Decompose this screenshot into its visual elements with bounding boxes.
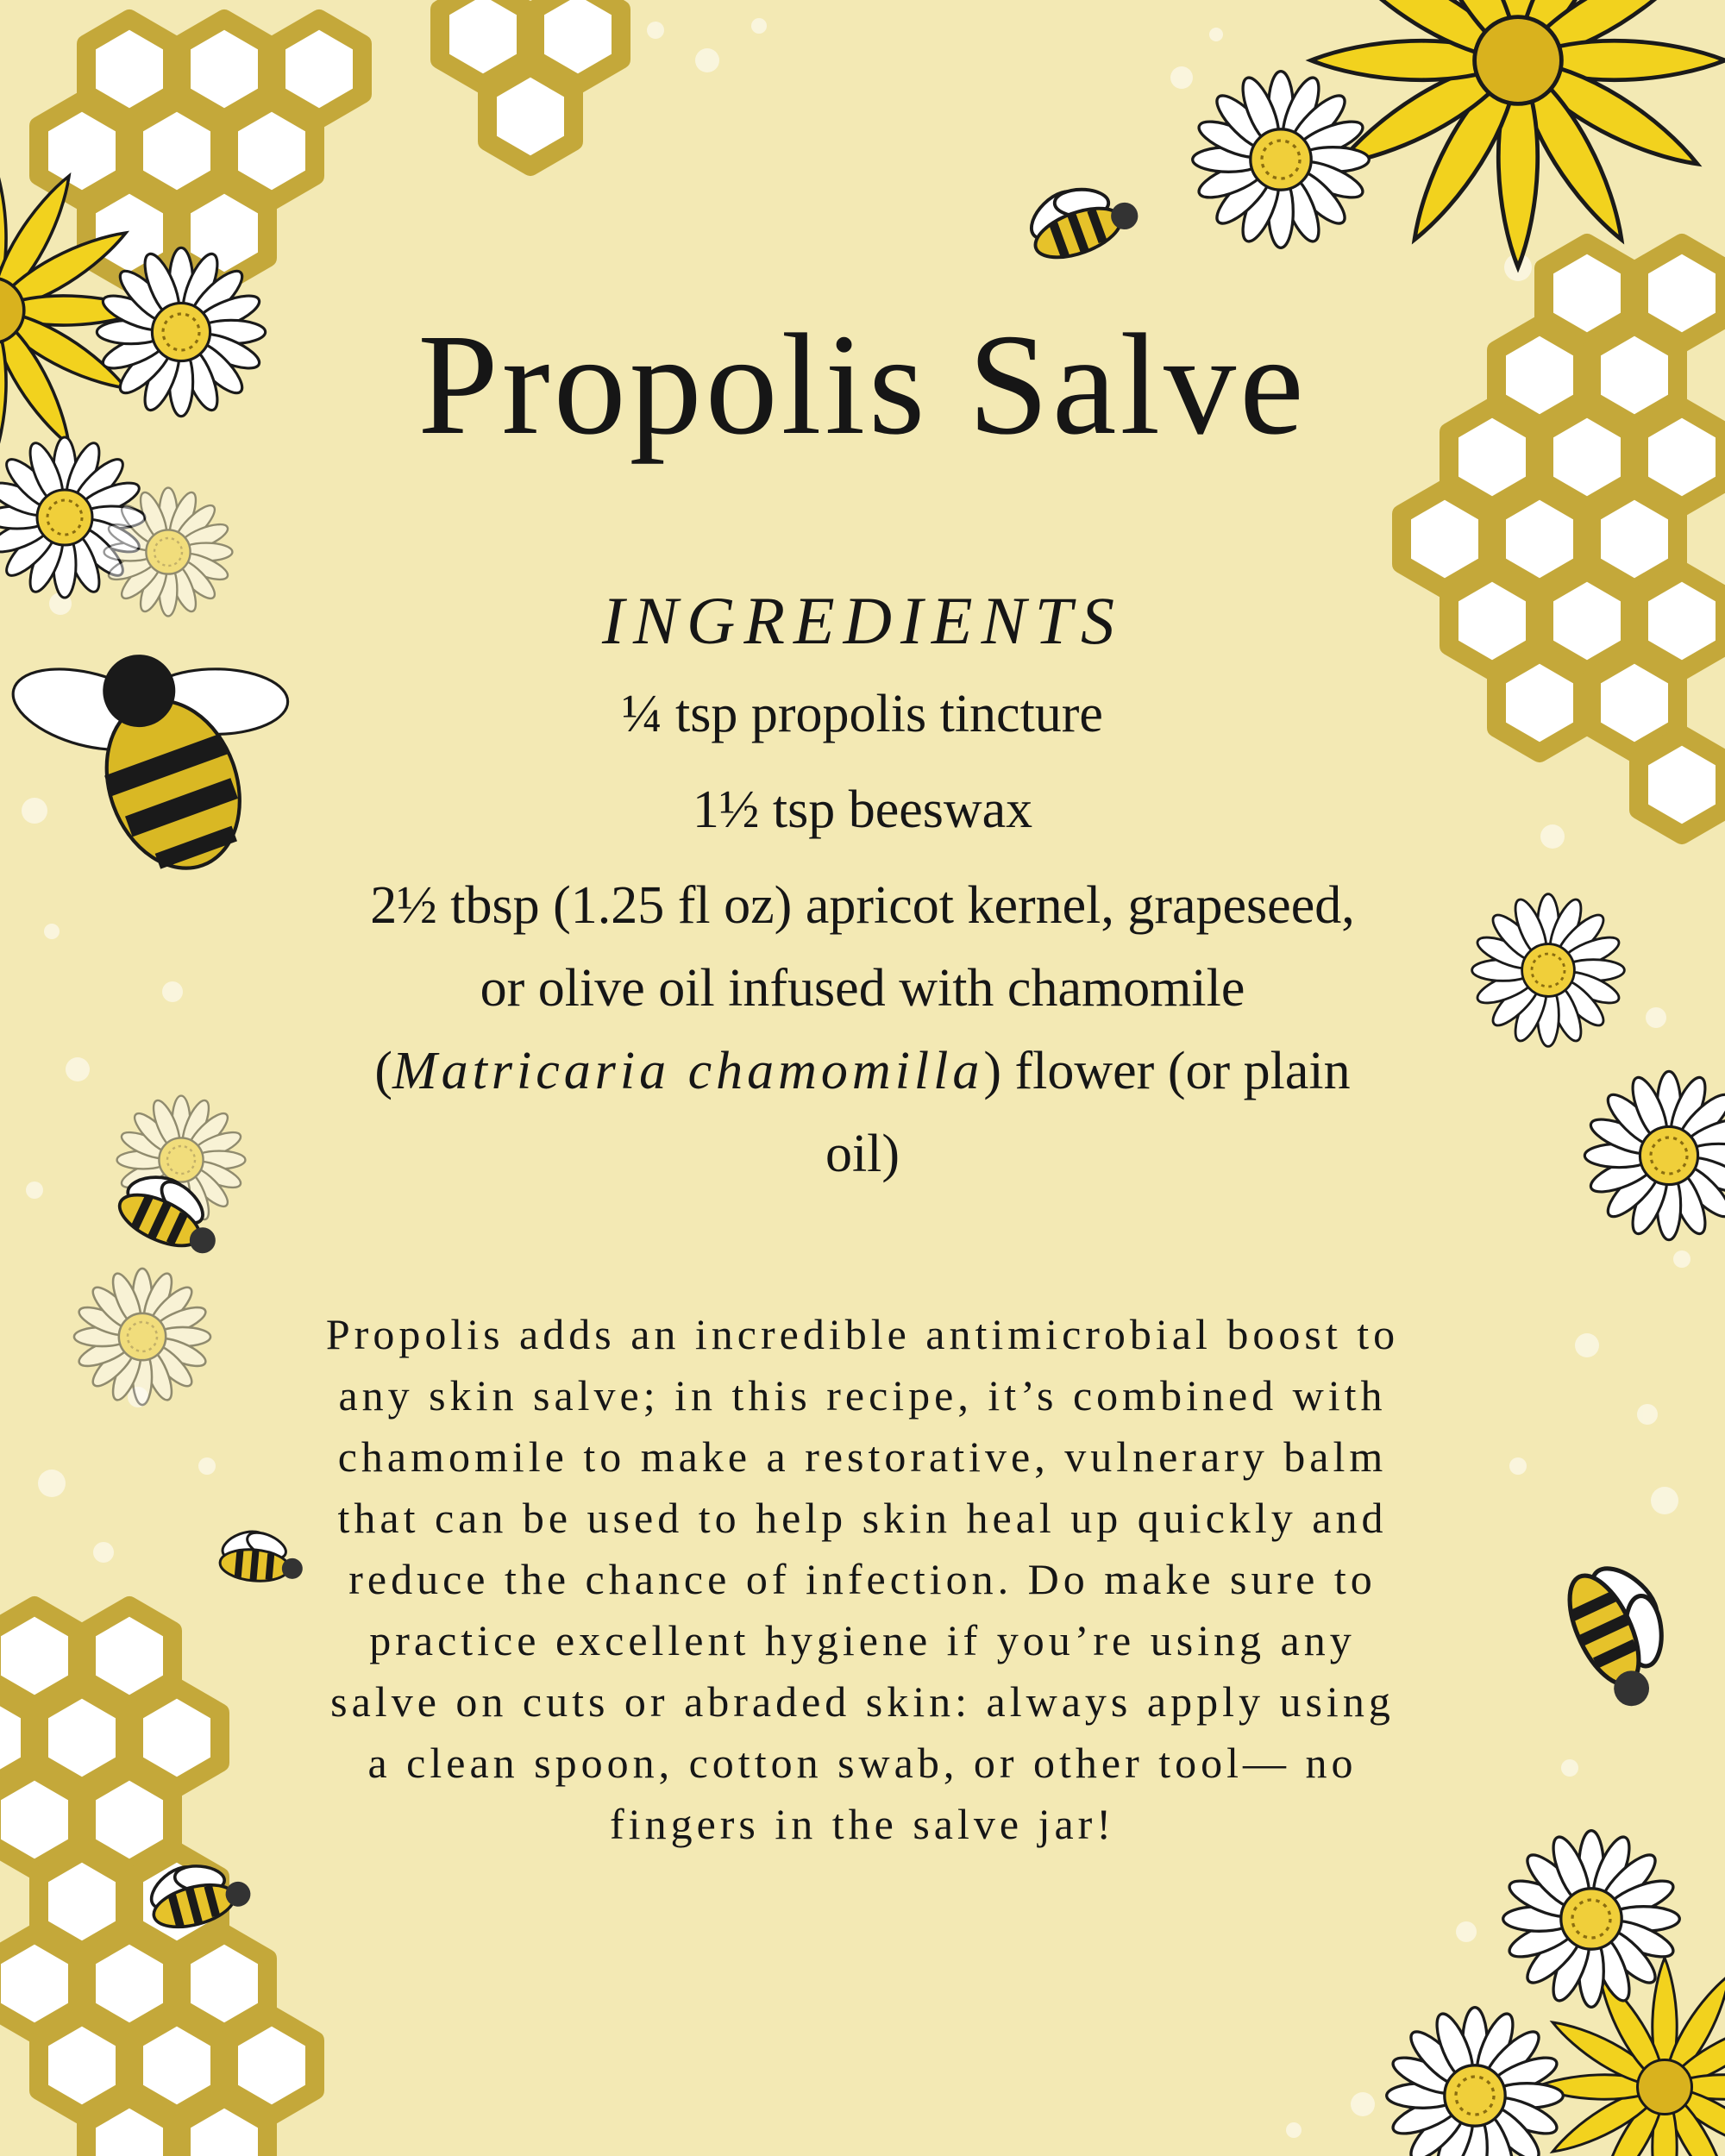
ingredient-item: ¼ tsp propolis tincture: [622, 685, 1103, 743]
daisy-left-faded-3: [74, 1269, 210, 1405]
daisy-bottom-right-2: [1387, 2008, 1564, 2156]
ingredients-list: [345, 673, 1380, 1208]
recipe-title: Propolis Salve: [417, 304, 1308, 465]
daisy-right-1: [1472, 894, 1625, 1047]
yellow-flower-top-right: [1311, 0, 1725, 267]
daisy-right-2: [1584, 1071, 1725, 1239]
honeycomb-bottom-left: [0, 1606, 315, 2156]
ingredient-text: ) flower (or plain oil): [825, 1042, 1351, 1183]
daisy-bottom-right-1: [1503, 1831, 1680, 2008]
daisy-top-right: [1193, 72, 1370, 248]
honeybee-left-2: [216, 1523, 306, 1585]
ingredient-item: 1½ tsp beeswax: [692, 780, 1033, 839]
recipe-description: Propolis adds an incredible antimicrobial boost to any skin salve; in this recipe, it’s combined with chamomile to make a restorative, vulnerary balm that can be used to help skin heal up quickly and reduce the chance of infection. Do make sure to practice excellent hygiene if you’re using any salve on cuts or abraded skin: always apply using a clean spoon, cotton swab, or other tool— no fingers in the salve jar!: [325, 1310, 1400, 1848]
ingredient-text: 2½ tbsp (1.25 fl oz) apricot kernel, grapeseed, or olive oil infused with chamomile (: [370, 876, 1355, 1100]
scientific-name: Matricaria chamomilla: [392, 1042, 984, 1100]
honeybee-right: [1553, 1544, 1700, 1715]
honeybee-top: [1015, 163, 1145, 268]
ingredients-heading: INGREDIENTS: [602, 583, 1123, 658]
ingredient-item: [345, 864, 1380, 1195]
honeycomb-top-left: [39, 0, 621, 283]
